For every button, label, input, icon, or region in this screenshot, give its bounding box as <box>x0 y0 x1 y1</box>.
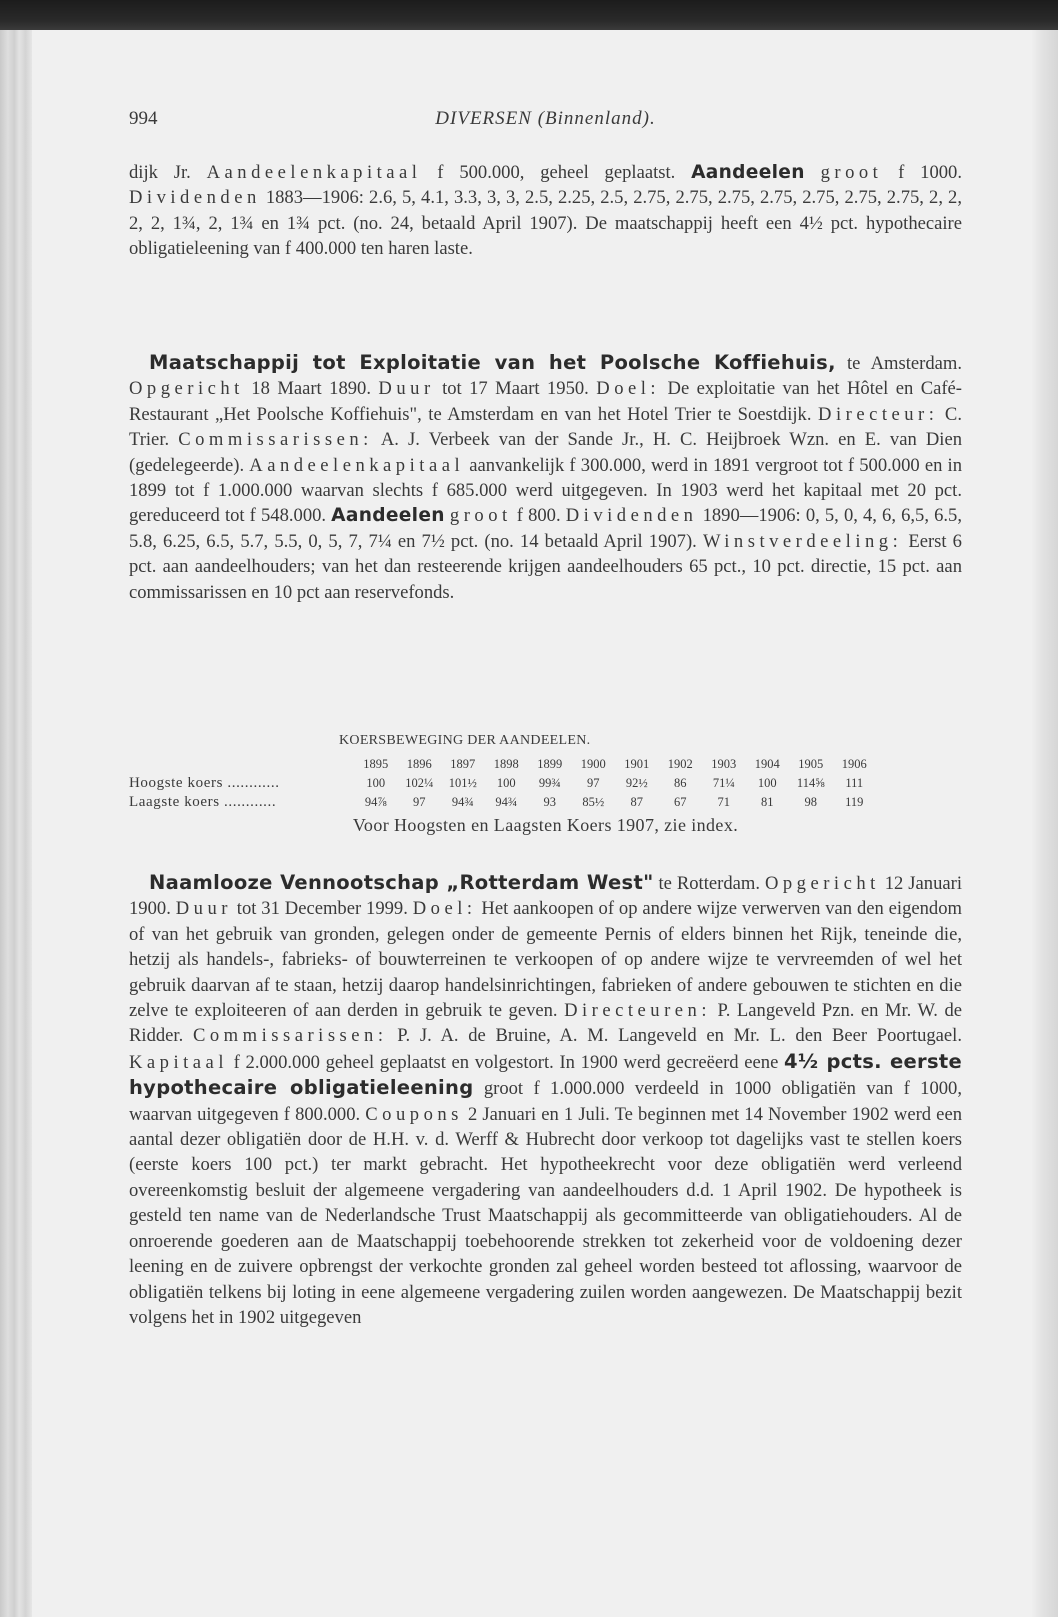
value-cell: 100 <box>496 776 516 790</box>
value-cell: 71 <box>717 795 730 809</box>
spaced-term: Doel: <box>412 898 477 920</box>
year-cell: 1904 <box>754 757 780 771</box>
bold-term: 4½ pcts. eerste hypothecaire obligatieleening <box>129 1049 962 1100</box>
book-spine-edge <box>0 30 32 1617</box>
value-cell: 101½ <box>448 776 477 790</box>
text: 12 Januari 1900. <box>129 873 962 920</box>
table-note: Voor Hoogsten en Laagsten Koers 1907, zie index. <box>352 815 739 835</box>
text: f 2.000.000 geheel geplaatst en volgestort. In 1900 werd gecreëerd eene <box>227 1051 785 1073</box>
year-cell: 1896 <box>406 757 432 771</box>
entry-rotterdam-west <box>129 870 962 1330</box>
spaced-term: Dividenden <box>129 187 261 209</box>
year-cell: 1898 <box>493 757 519 771</box>
table-row <box>129 793 876 812</box>
row-label: Hoogste koers ............ <box>129 775 280 791</box>
entry-title: Naamlooze Vennootschap „Rotterdam West" <box>149 871 654 894</box>
entry-title: Maatschappij tot Exploitatie van het Poolsche Koffiehuis, <box>149 351 836 374</box>
text: groot f 1.000.000 verdeeld in 1000 obligatiën van f 1000, waarvan uitgegeven f 800.000. <box>129 1078 962 1125</box>
text: dijk Jr. <box>129 162 207 183</box>
text: tot 31 December 1999. <box>231 898 413 920</box>
year-cell: 1905 <box>798 757 824 771</box>
spaced-term: Commissarissen: <box>192 1025 388 1047</box>
text <box>805 162 821 183</box>
year-cell: 1902 <box>667 757 693 771</box>
value-cell: 67 <box>674 795 687 809</box>
value-cell: 81 <box>761 795 774 809</box>
year-cell: 1897 <box>450 757 476 771</box>
year-cell: 1895 <box>363 757 389 771</box>
value-cell: 97 <box>413 795 426 809</box>
koersbeweging-table <box>129 755 876 812</box>
text: aanvankelijk f 300.000, werd in 1891 vergroot tot f 500.000 en in 1899 tot f 1.000.000 waarvan slechts f 685.000 werd uitgegeven. In 1903 werd het kapitaal met 20 pct. gereduceerd tot f 548.000. <box>129 454 963 527</box>
text: P. Langeveld Pzn. en Mr. W. de Ridder. <box>129 1000 962 1047</box>
spaced-term: Aandeelenkapitaal <box>249 454 465 476</box>
entry-poolsche-koffiehuis <box>129 350 962 605</box>
year-cell: 1901 <box>624 757 650 771</box>
value-cell: 92½ <box>625 776 648 790</box>
spaced-term: Directeur: <box>818 403 939 425</box>
spaced-term: Opgericht <box>764 873 880 894</box>
value-cell: 100 <box>757 776 777 790</box>
page-right-edge <box>1032 30 1058 1617</box>
year-cell: 1903 <box>711 757 737 771</box>
text: Eerst 6 pct. aan aandeelhouders; van het dan resteerende krijgen aandeelhouders 65 pct., 10 pct. directie, 15 pct. aan commissarissen en 10 pct aan reservefonds. <box>129 530 962 603</box>
text: f 800. <box>511 505 566 527</box>
spaced-term: Duur <box>378 378 435 400</box>
value-cell: 94¾ <box>495 795 518 809</box>
value-cell: 119 <box>845 795 864 809</box>
value-cell: 87 <box>630 795 643 809</box>
table-title: KOERSBEWEGING DER AANDEELEN. <box>339 733 591 748</box>
value-cell: 114⅝ <box>796 776 825 790</box>
value-cell: 98 <box>804 795 817 809</box>
bold-term: Aandeelen <box>331 505 445 527</box>
running-title: DIVERSEN (Binnenland). <box>435 108 656 129</box>
bold-term: Aandeelen <box>691 162 805 183</box>
value-cell: 94¾ <box>451 795 474 809</box>
text: A. J. Verbeek van der Sande Jr., H. C. Heijbroek Wzn. en E. van Dien (gedelegeerde). <box>129 429 962 476</box>
spaced-term: groot <box>820 162 883 183</box>
table-header-blank <box>129 755 354 774</box>
spaced-term: groot <box>449 505 512 527</box>
value-cell: 97 <box>587 776 600 790</box>
spaced-term: Winstverdeeling: <box>702 530 903 552</box>
value-cell: 85½ <box>582 795 605 809</box>
spaced-term: Duur <box>175 898 232 920</box>
value-cell: 99¾ <box>538 776 561 790</box>
text: 1883—1906: 2.6, 5, 4.1, 3.3, 3, 3, 2.5, 2.25, 2.5, 2.75, 2.75, 2.75, 2.75, 2.75, 2.75, 2.75, 2, 2, 2, 2, 1¾, 2, 1¾ en 1¾ pct. (no. 24, betaald April 1907). De maatschappij heeft een 4½ pct. hypothecaire obligatieleening van f 400.000 ten haren laste. <box>129 187 962 260</box>
spaced-term: Doel: <box>596 378 661 400</box>
text: C. Trier. <box>129 403 962 451</box>
table-row <box>129 774 876 793</box>
spaced-term: Directeuren: <box>564 1000 711 1022</box>
year-cell: 1906 <box>841 757 867 771</box>
text: Het aankoopen of op andere wijze verwerven van den eigendom of van het gebruik van gronden, gelegen onder de gemeente Pernis of elders binnen het Rijk, teneinde die, hetzij als handels-, fabrieks- of bouwterreinen te verkoopen of op andere wijze te vervreemden of wel het gebruik daarvan af te staan, hetzij daarop handelsinrichtingen, fabrieken of andere gebouwen te stichten en die zelve te exploiteeren of aan derden in gebruik te geven. <box>129 898 962 1022</box>
spaced-term: Dividenden <box>565 505 698 527</box>
text: P. J. A. de Bruine, A. M. Langeveld en Mr. L. den Beer Poortugael. <box>387 1025 962 1047</box>
page-header <box>129 108 962 138</box>
page-number: 994 <box>129 108 158 129</box>
paragraph-continuation <box>129 160 962 262</box>
text: 2 Januari en 1 Juli. Te beginnen met 14 November 1902 werd een aantal dezer obligatiën door de H.H. v. d. Werff & Hubrecht door verkoop tot dagelijks vast te stellen koers (eerste koers 100 pct.) ter markt gebracht. Het hypotheekrecht voor deze obligatiën werd verleend overeenkomstig besluit der algemeene vergadering van aandeelhouders d.d. 1 April 1902. De hypotheek is gesteld ten name van de Nederlandsche Trust Maatschappij als gecommitteerde van obligatiehouders. Al de onroerende goederen aan de Maatschappij toebehoorende strekken tot zekerheid voor de voldoening dezer leening en de zuivere opbrengst der verkochte gronden zal geheel worden besteed tot aflossing, waarvoor de obligatiën telkens bij loting in eene algemeene vergadering zuilen worden aangewezen. De Maatschappij bezit volgens het in 1902 uitgegeven <box>129 1103 962 1328</box>
text: De exploitatie van het Hôtel en Café-Restaurant „Het Poolsche Koffiehuis", te Amsterdam en van het Hotel Trier te Soestdijk. <box>129 378 962 425</box>
text: f 1000. <box>882 162 962 183</box>
year-cell: 1900 <box>580 757 606 771</box>
value-cell: 71¼ <box>712 776 735 790</box>
text: te Rotterdam. <box>653 873 765 894</box>
text: 1890—1906: 0, 5, 0, 4, 6, 6,5, 6.5, 5.8, 6.25, 6.5, 5.7, 5.5, 0, 5, 7, 7¼ en 7½ pct. (no. 14 betaald April 1907). <box>129 505 962 552</box>
row-label: Laagste koers ............ <box>129 794 277 810</box>
value-cell: 94⅞ <box>364 795 387 809</box>
text: f 500.000, geheel geplaatst. <box>421 162 692 183</box>
spaced-term: Aandeelenkapitaal <box>206 162 422 183</box>
value-cell: 93 <box>543 795 556 809</box>
spaced-term: Opgericht <box>129 378 244 400</box>
text: tot 17 Maart 1950. <box>434 378 597 400</box>
spaced-term: Coupons <box>365 1103 463 1125</box>
year-cell: 1899 <box>537 757 563 771</box>
spaced-term: Kapitaal <box>129 1051 228 1073</box>
value-cell: 102¼ <box>405 776 434 790</box>
scan-top-border <box>0 0 1058 30</box>
value-cell: 111 <box>845 776 864 790</box>
text: 18 Maart 1890. <box>243 378 379 400</box>
table-header-row <box>129 755 876 774</box>
spaced-term: Commissarissen: <box>178 429 373 451</box>
value-cell: 86 <box>674 776 687 790</box>
value-cell: 100 <box>366 776 386 790</box>
text: te Amsterdam. <box>835 353 962 374</box>
